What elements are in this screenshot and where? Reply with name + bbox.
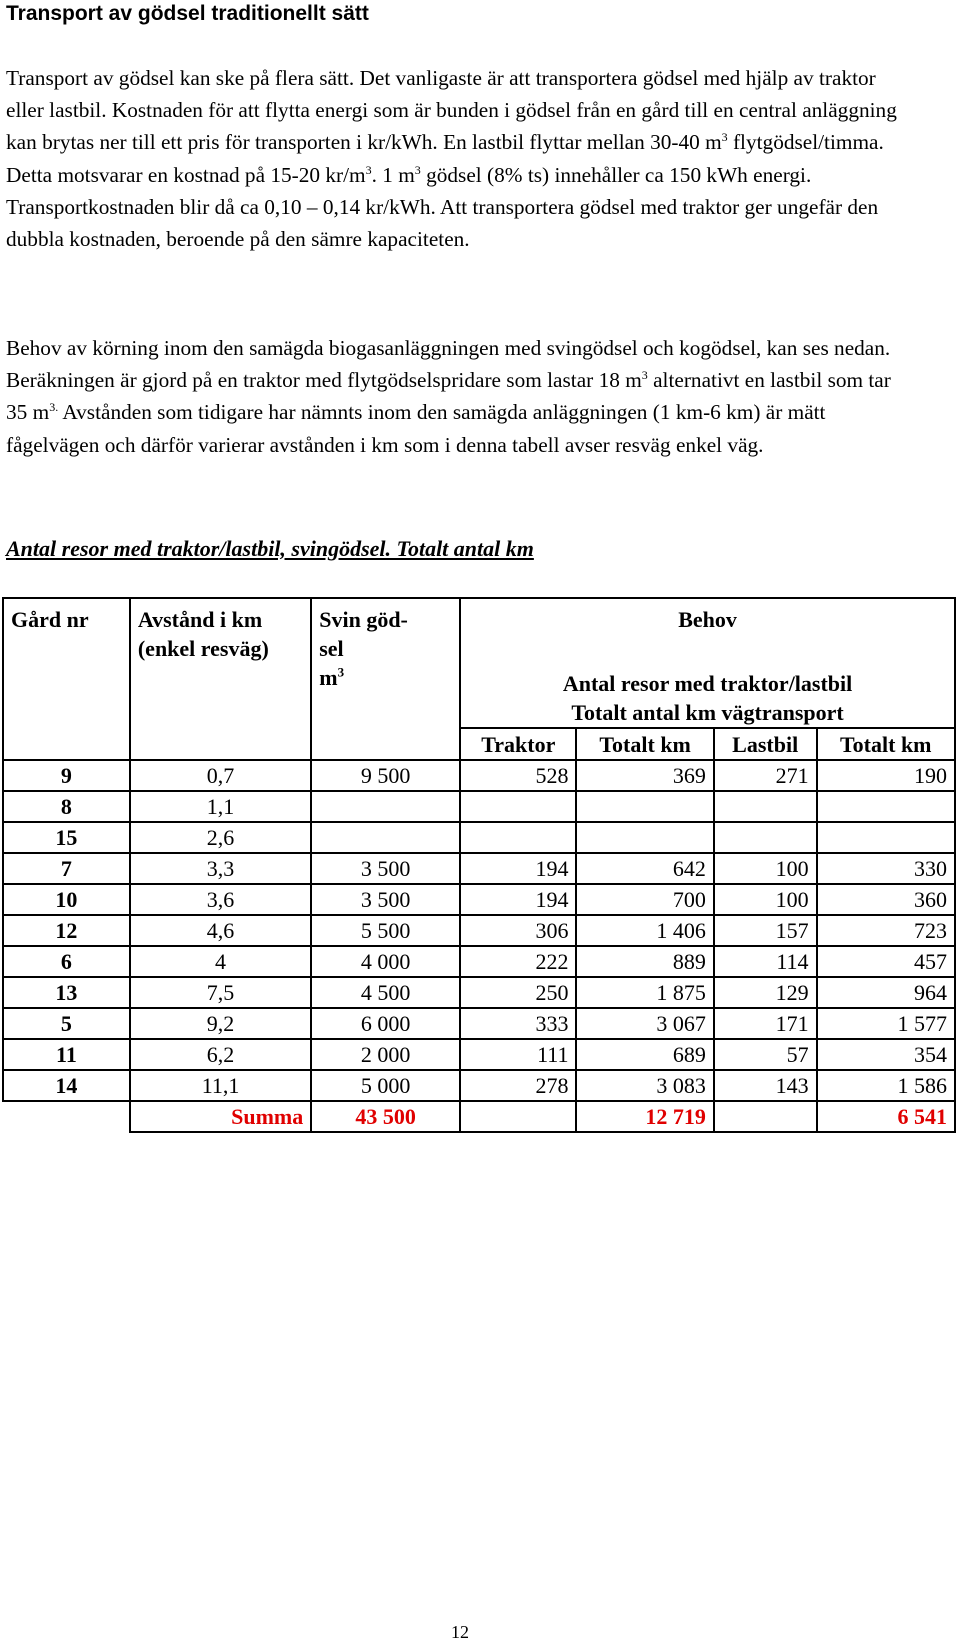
table-caption: Antal resor med traktor/lastbil, svingödsel. Totalt antal km (6, 536, 534, 561)
table-row (3, 791, 955, 822)
table-body (3, 760, 955, 1101)
superscript: 3 (365, 162, 372, 177)
header-svin-line3 (319, 663, 452, 692)
cell-gard: 15 (3, 822, 130, 853)
cell-lastbil (714, 822, 817, 853)
cell-traktor (460, 822, 576, 853)
cell-avstand: 2,6 (130, 822, 311, 853)
header-svin (311, 598, 460, 728)
cell-avstand: 7,5 (130, 977, 311, 1008)
header-avstand (130, 598, 311, 728)
cell-lastbil: 100 (714, 884, 817, 915)
header-avstand-bottom (130, 728, 311, 760)
text-run: flytgödsel/timma. Detta motsvarar en kostnad på 15-20 kr/m (6, 130, 884, 187)
table-row (3, 884, 955, 915)
cell-totalt-lastbil: 1 586 (817, 1070, 955, 1101)
text-run: . 1 m (371, 162, 415, 187)
cell-gard: 14 (3, 1070, 130, 1101)
cell-totalt-lastbil (817, 791, 955, 822)
table-row (3, 977, 955, 1008)
cell-traktor: 194 (460, 853, 576, 884)
cell-avstand: 0,7 (130, 760, 311, 791)
cell-totalt-lastbil: 457 (817, 946, 955, 977)
cell-totalt-lastbil: 190 (817, 760, 955, 791)
sum-totalt-lastbil: 6 541 (817, 1101, 955, 1132)
sum-totalt-traktor: 12 719 (576, 1101, 713, 1132)
cell-avstand: 4 (130, 946, 311, 977)
cell-avstand: 6,2 (130, 1039, 311, 1070)
cell-gard: 13 (3, 977, 130, 1008)
header-gard (3, 598, 130, 728)
cell-totalt-lastbil: 354 (817, 1039, 955, 1070)
cell-totalt-lastbil: 1 577 (817, 1008, 955, 1039)
table-row (3, 822, 955, 853)
header-gard-label: Gård nr (11, 607, 89, 632)
header-avstand-line1: Avstånd i km (137, 607, 263, 632)
cell-traktor: 194 (460, 884, 576, 915)
transport-table (2, 597, 956, 1133)
header-svin-line1: Svin göd- (319, 607, 408, 632)
cell-svin: 5 000 (311, 1070, 460, 1101)
cell-totalt-traktor (576, 822, 713, 853)
superscript: 3 (721, 130, 728, 145)
superscript: 3 (641, 368, 648, 383)
cell-svin: 5 500 (311, 915, 460, 946)
header-col-lastbil: Lastbil (714, 728, 817, 760)
superscript: 3. (49, 400, 59, 415)
cell-avstand: 4,6 (130, 915, 311, 946)
table-subheader-row (3, 728, 955, 760)
table-header-row (3, 598, 955, 728)
sum-traktor (460, 1101, 576, 1132)
text-run: Transport av gödsel kan ske på flera sätt. Det vanligaste är att transportera gödsel med hjälp av traktor eller lastbil. Kostnaden för att flytta energi som är bunden i gödsel från en gård till en central anläggning kan brytas ner till ett pris för transporten i kr/kWh. En lastbil flyttar mellan 30-40 m (6, 66, 897, 155)
cell-traktor: 111 (460, 1039, 576, 1070)
cell-avstand: 11,1 (130, 1070, 311, 1101)
cell-totalt-traktor: 689 (576, 1039, 713, 1070)
header-col-totalt-traktor: Totalt km (576, 728, 713, 760)
paragraph-transport-costs (6, 62, 906, 255)
cell-totalt-lastbil: 723 (817, 915, 955, 946)
cell-totalt-traktor: 889 (576, 946, 713, 977)
cell-totalt-traktor: 3 083 (576, 1070, 713, 1101)
cell-lastbil: 157 (714, 915, 817, 946)
page-number: 12 (451, 1622, 469, 1642)
table-row (3, 915, 955, 946)
cell-lastbil: 171 (714, 1008, 817, 1039)
table-row (3, 1039, 955, 1070)
cell-avstand: 3,3 (130, 853, 311, 884)
cell-totalt-lastbil (817, 822, 955, 853)
header-col-totalt-lastbil: Totalt km (817, 728, 955, 760)
cell-totalt-traktor: 1 875 (576, 977, 713, 1008)
cell-gard: 6 (3, 946, 130, 977)
cell-totalt-lastbil: 360 (817, 884, 955, 915)
cell-svin: 4 500 (311, 977, 460, 1008)
cell-traktor: 222 (460, 946, 576, 977)
paragraph-driving-needs (6, 332, 906, 461)
cell-lastbil: 129 (714, 977, 817, 1008)
header-behov-sub1: Antal resor med traktor/lastbil (562, 671, 853, 696)
sum-blank (3, 1101, 130, 1132)
header-svin-line2: sel (319, 636, 344, 661)
cell-totalt-traktor: 700 (576, 884, 713, 915)
header-svin-bottom (311, 728, 460, 760)
cell-svin (311, 791, 460, 822)
cell-lastbil: 100 (714, 853, 817, 884)
cell-gard: 10 (3, 884, 130, 915)
cell-gard: 11 (3, 1039, 130, 1070)
cell-traktor: 333 (460, 1008, 576, 1039)
cell-gard: 7 (3, 853, 130, 884)
cell-totalt-traktor: 1 406 (576, 915, 713, 946)
cell-totalt-lastbil: 330 (817, 853, 955, 884)
cell-svin (311, 822, 460, 853)
cell-lastbil: 271 (714, 760, 817, 791)
table-row (3, 853, 955, 884)
text-run: Behov av körning inom den samägda biogasanläggningen med svingödsel och kogödsel, kan ses nedan. Beräkningen är gjord på en traktor med flytgödselspridare som lastar 18 m (6, 336, 891, 393)
header-behov-sub2: Totalt antal km vägtransport (571, 700, 844, 725)
text-run: Avstånden som tidigare har nämnts inom den samägda anläggningen (1 km-6 km) är mätt fågelvägen och därför varierar avstånden i km som i denna tabell avser resväg enkel väg. (6, 400, 826, 457)
section-heading: Transport av gödsel traditionellt sätt (6, 2, 369, 25)
cell-svin: 2 000 (311, 1039, 460, 1070)
cell-traktor: 278 (460, 1070, 576, 1101)
cell-svin: 4 000 (311, 946, 460, 977)
cell-gard: 5 (3, 1008, 130, 1039)
cell-traktor: 250 (460, 977, 576, 1008)
table-row (3, 946, 955, 977)
header-svin-unit: m (319, 665, 338, 690)
cell-svin: 3 500 (311, 853, 460, 884)
table-sum-row (3, 1101, 955, 1132)
cell-gard: 8 (3, 791, 130, 822)
cell-traktor: 528 (460, 760, 576, 791)
cell-gard: 9 (3, 760, 130, 791)
cell-svin: 6 000 (311, 1008, 460, 1039)
header-gard-bottom (3, 728, 130, 760)
cell-gard: 12 (3, 915, 130, 946)
superscript: 3 (337, 664, 345, 680)
header-behov-title: Behov (678, 607, 737, 632)
cell-totalt-traktor: 3 067 (576, 1008, 713, 1039)
cell-lastbil: 143 (714, 1070, 817, 1101)
superscript: 3 (414, 162, 421, 177)
text-run: gödsel (8% ts) innehåller ca 150 kWh energi. Transportkostnaden blir då ca 0,10 – 0,14 kr/kWh. Att transportera gödsel med traktor ger ungefär den dubbla kostnaden, beroende på den sämre kapaciteten. (6, 162, 879, 252)
cell-traktor: 306 (460, 915, 576, 946)
cell-avstand: 3,6 (130, 884, 311, 915)
sum-lastbil (714, 1101, 817, 1132)
cell-totalt-traktor: 369 (576, 760, 713, 791)
cell-svin: 3 500 (311, 884, 460, 915)
cell-avstand: 1,1 (130, 791, 311, 822)
cell-svin: 9 500 (311, 760, 460, 791)
text-run: alternativt en lastbil som tar 35 m (6, 368, 891, 425)
cell-lastbil (714, 791, 817, 822)
table-row (3, 760, 955, 791)
cell-avstand: 9,2 (130, 1008, 311, 1039)
cell-traktor (460, 791, 576, 822)
sum-label: Summa (130, 1101, 311, 1132)
cell-lastbil: 114 (714, 946, 817, 977)
cell-totalt-traktor (576, 791, 713, 822)
header-avstand-line2: (enkel resväg) (137, 636, 269, 661)
cell-totalt-traktor: 642 (576, 853, 713, 884)
header-behov (460, 598, 955, 728)
table-row (3, 1008, 955, 1039)
table-row (3, 1070, 955, 1101)
cell-totalt-lastbil: 964 (817, 977, 955, 1008)
cell-lastbil: 57 (714, 1039, 817, 1070)
sum-svin: 43 500 (311, 1101, 460, 1132)
header-col-traktor: Traktor (460, 728, 576, 760)
